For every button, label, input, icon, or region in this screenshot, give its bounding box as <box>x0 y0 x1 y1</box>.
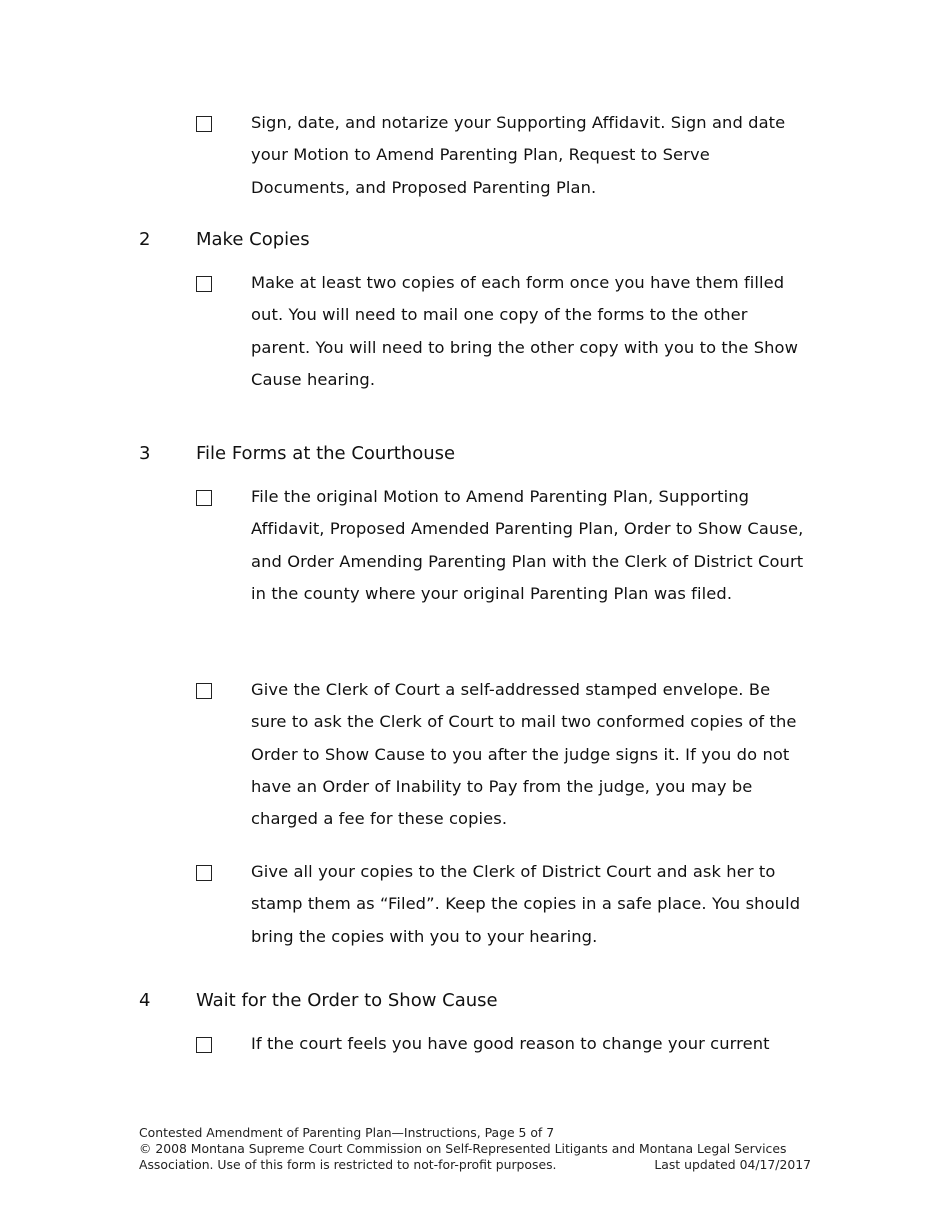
step-title: Wait for the Order to Show Cause <box>196 990 498 1011</box>
footer-line-3-row <box>139 1157 811 1173</box>
footer-line-1: Contested Amendment of Parenting Plan—Instructions, Page 5 of 7 <box>139 1125 555 1140</box>
checkbox[interactable] <box>196 276 212 292</box>
checklist-item <box>196 681 806 835</box>
checklist-item <box>196 1035 806 1060</box>
step-title: Make Copies <box>196 229 310 250</box>
checkbox[interactable] <box>196 683 212 699</box>
footer-line-2: © 2008 Montana Supreme Court Commission on Self-Represented Litigants and Montana Legal Services <box>139 1141 787 1156</box>
checklist-item <box>196 488 806 610</box>
checklist-item-text: If the court feels you have good reason to change your current <box>251 1034 770 1053</box>
step-number: 2 <box>139 229 151 250</box>
page-footer <box>139 1125 811 1173</box>
step-title: File Forms at the Courthouse <box>196 443 456 464</box>
checklist-item-text: File the original Motion to Amend Parenting Plan, Supporting Affidavit, Proposed Amended Parenting Plan, Order to Show Cause, and Order Amending Parenting Plan with the Clerk of District Court in the county where your original Parenting Plan was filed. <box>251 487 804 603</box>
footer-line-3: Association. Use of this form is restricted to not-for-profit purposes. <box>139 1157 557 1172</box>
checklist-item-text: Sign, date, and notarize your Supporting Affidavit. Sign and date your Motion to Amend Parenting Plan, Request to Serve Documents, and Proposed Parenting Plan. <box>251 113 786 197</box>
step-number: 3 <box>139 443 151 464</box>
checklist-item <box>196 274 806 396</box>
checklist-item <box>196 114 806 204</box>
checkbox[interactable] <box>196 490 212 506</box>
last-updated: Last updated 04/17/2017 <box>654 1157 811 1172</box>
checkbox[interactable] <box>196 865 212 881</box>
checkbox[interactable] <box>196 116 212 132</box>
step-number: 4 <box>139 990 151 1011</box>
checklist-item-text: Make at least two copies of each form once you have them filled out. You will need to mail one copy of the forms to the other parent. You will need to bring the other copy with you to the Show Cause hearing. <box>251 273 799 389</box>
checklist-item <box>196 863 806 953</box>
checkbox[interactable] <box>196 1037 212 1053</box>
checklist-item-text: Give the Clerk of Court a self-addressed stamped envelope. Be sure to ask the Clerk of Court to mail two conformed copies of the Order to Show Cause to you after the judge signs it. If you do not have an Order of Inability to Pay from the judge, you may be charged a fee for these copies. <box>251 680 797 829</box>
checklist-item-text: Give all your copies to the Clerk of District Court and ask her to stamp them as “Filed”. Keep the copies in a safe place. You should bring the copies with you to your hearing. <box>251 862 801 946</box>
